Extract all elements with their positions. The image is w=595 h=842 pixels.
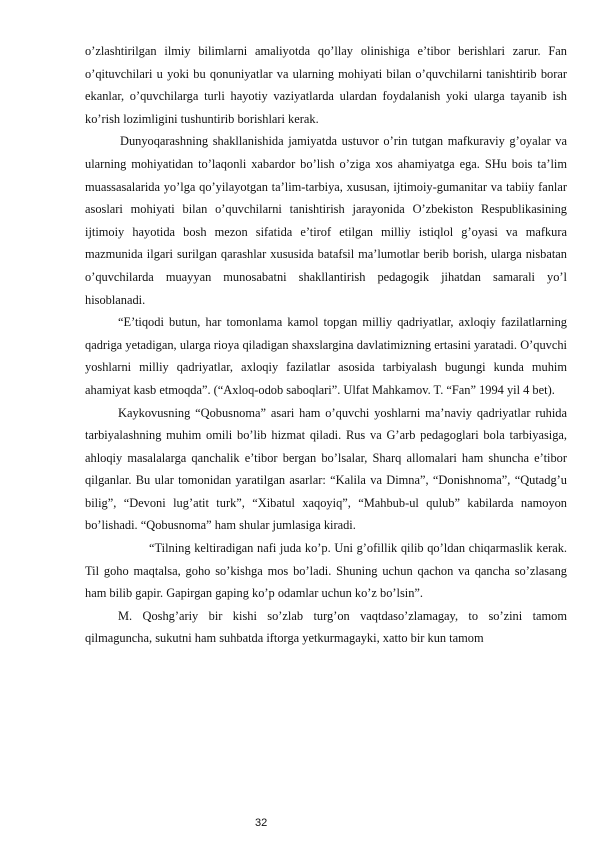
paragraph-3: “E’tiqodi butun, har tomonlama kamol topgan milliy qadriyatlar, axloqiy fazilatlarning qadriga yetadigan, ularga rioya qiladigan shaxslargina davlatimizning ertasini yaratadi. O’quvchi yoshlarni milliy qadriyatlar, axloqiy fazilatlar asosida tarbiyalash bugungi kunda muhim ahamiyat kasb etmoqda”. (“Axloq-odob saboqlari”. Ulfat Mahkamov. T. “Fan” 1994 yil 4 bet). [85, 315, 567, 397]
paragraph-1: o’zlashtirilgan ilmiy bilimlarni amaliyotda qo’llay olinishiga e’tibor berishlari zarur. Fan o’qituvchilari u yoki bu qonuniyatlar va ularning mohiyati bilan o’quvchilarni tanishtirib borar ekanlar, o’quvchilarga turli hayotiy vaziyatlarda ulardan foydalanish yoki ularga tayanib ish ko’rish lozimligini tushuntirib borishlari kerak. [85, 44, 567, 126]
paragraph-2: Dunyoqarashning shakllanishida jamiyatda ustuvor o’rin tutgan mafkuraviy g’oyalar va ularning mohiyatidan to’laqonli xabardor bo’lish o’ziga xos ahamiyatga ega. SHu bois ta’lim muassasalarida yo’lga qo’yilayotgan ta’lim-tarbiya, xususan, ijtimoiy-gumanitar va tabiiy fanlar asoslari mohiyati bilan o’quvchilarni tanishtirish jarayonida O’zbekiston Respublikasining ijtimoiy hayotida bosh mezon sifatida e’tirof etilgan milliy istiqlol g’oyasi va mafkura mazmunida ilgari surilgan qarashlar xususida batafsil ma’lumotlar berib borish, ularga nisbatan o’quvchilarda muayyan munosabatni shakllantirish pedagogik jihatdan samarali yo’l hisoblanadi. [85, 134, 567, 307]
body-text [85, 40, 567, 650]
paragraph-6: M. Qoshg’ariy bir kishi so’zlab turg’on vaqtdaso’zlamagay, to so’zini tamom qilmaguncha, sukutni ham suhbatda iftorga yetkurmagayki, xatto bir kun tamom [85, 608, 567, 646]
paragraph-4: Kaykovusning “Qobusnoma” asari ham o’quvchi yoshlarni ma’naviy qadriyatlar ruhida tarbiyalashning muhim omili bo’lib hizmat qiladi. Rus va G’arb pedagoglari bola tarbiyasiga, ahloqiy masalalarga qanchalik e’tibor bergan bo’lsalar, Sharq allomalari ham shuncha e’tibor qilganlar. Bu ular tomonidan yaratilgan asarlar: “Kalila va Dimna”, “Donishnoma”, “Qutadg’u bilig”, “Devoni lug’atit turk”, “Xibatul xaqoyiq”, “Mahbub-ul qulub” kabilarda namoyon bo’lishadi. “Qobusnoma” ham shular jumlasiga kiradi. [85, 405, 567, 533]
paragraph-5: “Tilning keltiradigan nafi juda ko’p. Uni g’ofillik qilib qo’ldan chiqarmaslik kerak. Til goho maqtalsa, goho so’kishga mos bo’ladi. Shuning uchun qachon va qancha so’zlasang ham bilib gapir. Gapirgan gaping ko’p odamlar uchun ko’z bo’lsin”. [85, 541, 567, 601]
page-number: 32 [255, 817, 268, 829]
